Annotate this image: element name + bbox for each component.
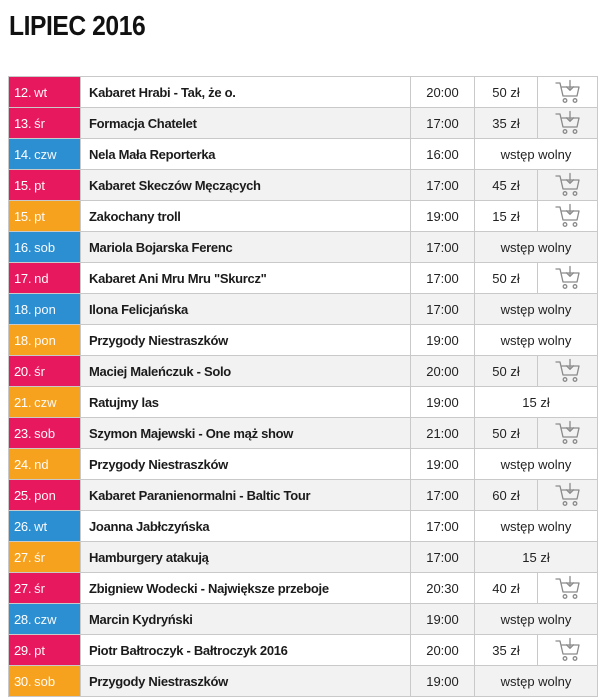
date-cell xyxy=(9,263,81,294)
date-cell xyxy=(9,77,81,108)
day-number: 27. xyxy=(14,549,32,565)
event-row xyxy=(9,542,598,573)
date-cell xyxy=(9,480,81,511)
day-number: 25. xyxy=(14,487,32,503)
event-row xyxy=(9,418,598,449)
event-price: 35 zł xyxy=(475,108,538,139)
day-of-week: sob xyxy=(34,673,56,689)
day-of-week: śr xyxy=(34,580,46,596)
event-title[interactable]: Mariola Bojarska Ferenc xyxy=(81,232,411,263)
event-row xyxy=(9,666,598,697)
day-number: 26. xyxy=(14,518,32,534)
buy-cell xyxy=(538,635,598,666)
day-number: 12. xyxy=(14,84,32,100)
event-row xyxy=(9,387,598,418)
event-time: 19:00 xyxy=(411,387,475,418)
buy-cell xyxy=(538,263,598,294)
events-table xyxy=(8,76,598,697)
date-cell xyxy=(9,232,81,263)
free-entry-label: wstęp wolny xyxy=(475,232,598,263)
date-cell xyxy=(9,170,81,201)
event-title[interactable]: Kabaret Ani Mru Mru "Skurcz" xyxy=(81,263,411,294)
date-cell xyxy=(9,449,81,480)
day-of-week: śr xyxy=(34,549,46,565)
event-price: 45 zł xyxy=(475,170,538,201)
day-number: 18. xyxy=(14,332,32,348)
add-to-cart-icon[interactable] xyxy=(553,637,583,663)
free-entry-label: wstęp wolny xyxy=(475,139,598,170)
day-of-week: nd xyxy=(34,456,49,472)
event-title[interactable]: Ratujmy las xyxy=(81,387,411,418)
event-row xyxy=(9,77,598,108)
add-to-cart-icon[interactable] xyxy=(553,482,583,508)
buy-cell xyxy=(538,108,598,139)
free-entry-label: wstęp wolny xyxy=(475,604,598,635)
event-row xyxy=(9,139,598,170)
date-cell xyxy=(9,573,81,604)
event-row xyxy=(9,511,598,542)
day-of-week: czw xyxy=(34,146,57,162)
event-row xyxy=(9,480,598,511)
event-price: 35 zł xyxy=(475,635,538,666)
day-of-week: pt xyxy=(34,208,46,224)
date-cell xyxy=(9,666,81,697)
day-number: 23. xyxy=(14,425,32,441)
add-to-cart-icon[interactable] xyxy=(553,358,583,384)
event-time: 19:00 xyxy=(411,449,475,480)
event-row xyxy=(9,356,598,387)
event-time: 17:00 xyxy=(411,108,475,139)
event-title[interactable]: Formacja Chatelet xyxy=(81,108,411,139)
event-price: 15 zł xyxy=(475,201,538,232)
day-number: 15. xyxy=(14,208,32,224)
add-to-cart-icon[interactable] xyxy=(553,203,583,229)
event-time: 21:00 xyxy=(411,418,475,449)
add-to-cart-icon[interactable] xyxy=(553,420,583,446)
day-of-week: śr xyxy=(34,363,46,379)
event-title[interactable]: Kabaret Paranienormalni - Baltic Tour xyxy=(81,480,411,511)
event-title[interactable]: Przygody Niestraszków xyxy=(81,325,411,356)
event-title[interactable]: Kabaret Hrabi - Tak, że o. xyxy=(81,77,411,108)
event-title[interactable]: Przygody Niestraszków xyxy=(81,449,411,480)
day-of-week: sob xyxy=(34,239,56,255)
day-of-week: pt xyxy=(34,642,46,658)
event-row xyxy=(9,449,598,480)
day-number: 24. xyxy=(14,456,32,472)
day-number: 15. xyxy=(14,177,32,193)
date-cell xyxy=(9,325,81,356)
day-number: 30. xyxy=(14,673,32,689)
add-to-cart-icon[interactable] xyxy=(553,172,583,198)
date-cell xyxy=(9,294,81,325)
event-row xyxy=(9,573,598,604)
date-cell xyxy=(9,387,81,418)
event-row xyxy=(9,170,598,201)
event-time: 17:00 xyxy=(411,542,475,573)
event-time: 17:00 xyxy=(411,263,475,294)
event-title[interactable]: Kabaret Skeczów Męczących xyxy=(81,170,411,201)
event-time: 17:00 xyxy=(411,232,475,263)
day-of-week: sob xyxy=(34,425,56,441)
date-cell xyxy=(9,511,81,542)
day-of-week: czw xyxy=(34,611,57,627)
date-cell xyxy=(9,356,81,387)
add-to-cart-icon[interactable] xyxy=(553,79,583,105)
day-number: 13. xyxy=(14,115,32,131)
buy-cell xyxy=(538,77,598,108)
page-title: LIPIEC 2016 xyxy=(9,10,146,41)
event-row xyxy=(9,294,598,325)
event-row xyxy=(9,201,598,232)
event-title[interactable]: Szymon Majewski - One mąż show xyxy=(81,418,411,449)
event-time: 19:00 xyxy=(411,666,475,697)
event-time: 19:00 xyxy=(411,325,475,356)
event-price: 15 zł xyxy=(475,542,598,573)
event-time: 17:00 xyxy=(411,170,475,201)
date-cell xyxy=(9,201,81,232)
event-title[interactable]: Joanna Jabłczyńska xyxy=(81,511,411,542)
date-cell xyxy=(9,604,81,635)
event-title[interactable]: Maciej Maleńczuk - Solo xyxy=(81,356,411,387)
buy-cell xyxy=(538,480,598,511)
day-number: 14. xyxy=(14,146,32,162)
day-of-week: pon xyxy=(34,332,56,348)
day-of-week: czw xyxy=(34,394,57,410)
day-of-week: pon xyxy=(34,301,56,317)
date-cell xyxy=(9,542,81,573)
event-title[interactable]: Zakochany troll xyxy=(81,201,411,232)
day-of-week: śr xyxy=(34,115,46,131)
day-of-week: pon xyxy=(34,487,56,503)
event-price: 50 zł xyxy=(475,356,538,387)
date-cell xyxy=(9,139,81,170)
day-number: 28. xyxy=(14,611,32,627)
buy-cell xyxy=(538,201,598,232)
event-time: 19:00 xyxy=(411,604,475,635)
event-time: 20:00 xyxy=(411,635,475,666)
event-row xyxy=(9,263,598,294)
day-number: 29. xyxy=(14,642,32,658)
event-time: 20:00 xyxy=(411,356,475,387)
add-to-cart-icon[interactable] xyxy=(553,265,583,291)
day-of-week: wt xyxy=(34,518,48,534)
event-price: 50 zł xyxy=(475,77,538,108)
add-to-cart-icon[interactable] xyxy=(553,110,583,136)
event-title[interactable]: Hamburgery atakują xyxy=(81,542,411,573)
event-row xyxy=(9,232,598,263)
free-entry-label: wstęp wolny xyxy=(475,449,598,480)
event-row xyxy=(9,325,598,356)
buy-cell xyxy=(538,170,598,201)
event-time: 20:30 xyxy=(411,573,475,604)
free-entry-label: wstęp wolny xyxy=(475,511,598,542)
day-of-week: wt xyxy=(34,84,48,100)
event-price: 60 zł xyxy=(475,480,538,511)
event-title[interactable]: Piotr Bałtroczyk - Bałtroczyk 2016 xyxy=(81,635,411,666)
day-of-week: nd xyxy=(34,270,49,286)
event-title[interactable]: Zbigniew Wodecki - Największe przeboje xyxy=(81,573,411,604)
event-time: 17:00 xyxy=(411,511,475,542)
event-row xyxy=(9,635,598,666)
event-title[interactable]: Ilona Felicjańska xyxy=(81,294,411,325)
buy-cell xyxy=(538,418,598,449)
free-entry-label: wstęp wolny xyxy=(475,325,598,356)
event-title[interactable]: Przygody Niestraszków xyxy=(81,666,411,697)
event-title[interactable]: Nela Mała Reporterka xyxy=(81,139,411,170)
add-to-cart-icon[interactable] xyxy=(553,575,583,601)
free-entry-label: wstęp wolny xyxy=(475,666,598,697)
day-number: 20. xyxy=(14,363,32,379)
event-time: 17:00 xyxy=(411,294,475,325)
free-entry-label: wstęp wolny xyxy=(475,294,598,325)
event-price: 50 zł xyxy=(475,418,538,449)
date-cell xyxy=(9,108,81,139)
buy-cell xyxy=(538,356,598,387)
event-row xyxy=(9,604,598,635)
day-number: 21. xyxy=(14,394,32,410)
event-title[interactable]: Marcin Kydryński xyxy=(81,604,411,635)
day-number: 27. xyxy=(14,580,32,596)
event-time: 20:00 xyxy=(411,77,475,108)
event-price: 15 zł xyxy=(475,387,598,418)
date-cell xyxy=(9,418,81,449)
event-time: 16:00 xyxy=(411,139,475,170)
day-of-week: pt xyxy=(34,177,46,193)
day-number: 17. xyxy=(14,270,32,286)
event-time: 19:00 xyxy=(411,201,475,232)
event-price: 40 zł xyxy=(475,573,538,604)
day-number: 16. xyxy=(14,239,32,255)
buy-cell xyxy=(538,573,598,604)
date-cell xyxy=(9,635,81,666)
event-price: 50 zł xyxy=(475,263,538,294)
event-time: 17:00 xyxy=(411,480,475,511)
event-row xyxy=(9,108,598,139)
day-number: 18. xyxy=(14,301,32,317)
